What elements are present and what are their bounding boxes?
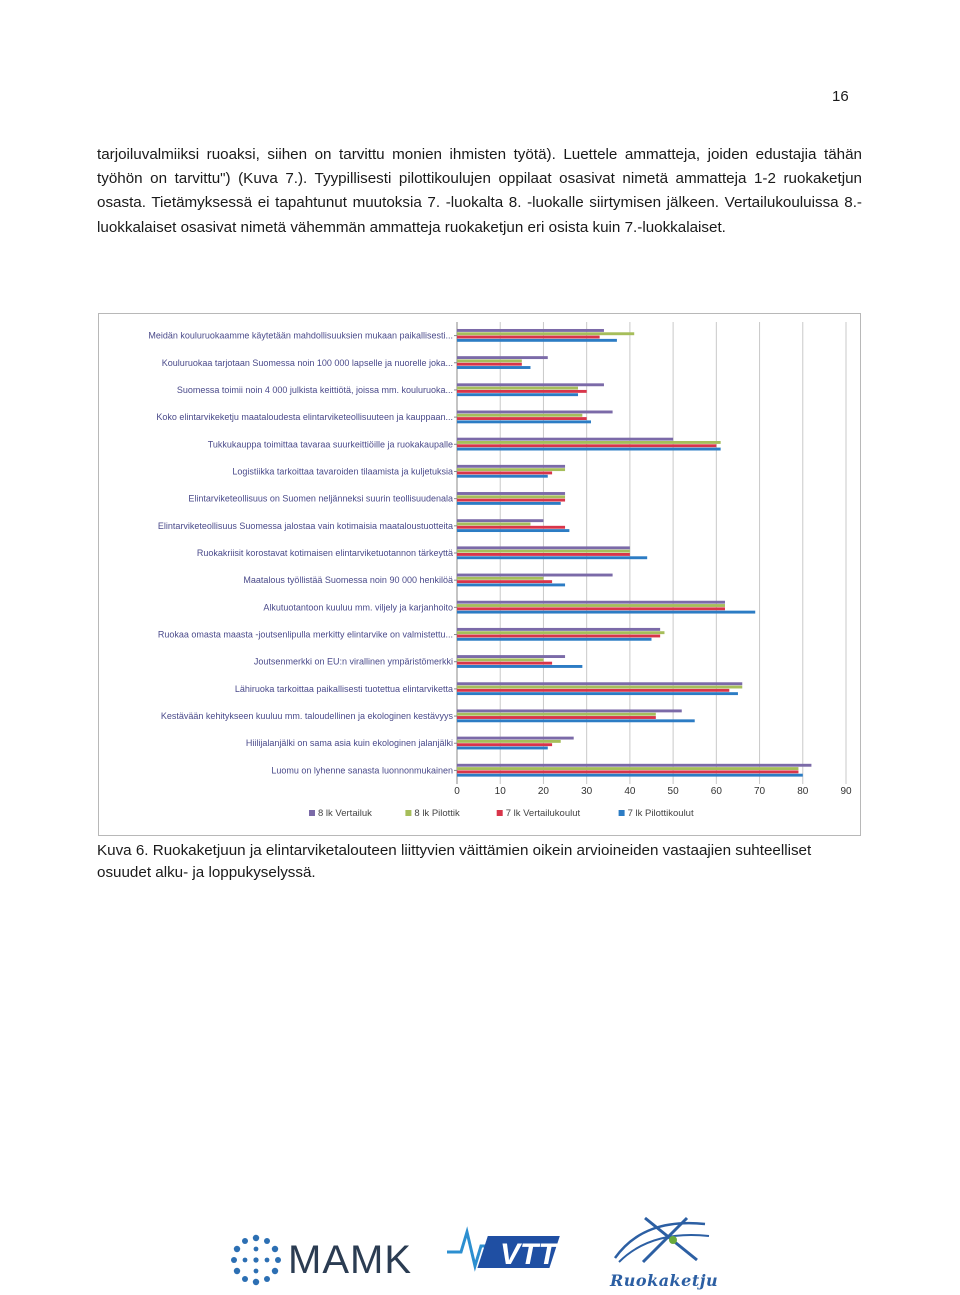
x-tick-label: 30 bbox=[581, 786, 593, 797]
bar bbox=[457, 689, 729, 692]
vtt-wordmark: VTT bbox=[500, 1238, 557, 1271]
category-label: Ruokaa omasta maasta -joutsenlipulla merkitty elintarvike on valmistettu... bbox=[157, 629, 453, 640]
bar bbox=[457, 764, 811, 767]
legend-swatch bbox=[405, 810, 411, 816]
x-tick-label: 40 bbox=[624, 786, 636, 797]
bar bbox=[457, 387, 578, 390]
category-label: Koko elintarvikeketju maataloudesta elintarviketeollisuuteen ja kauppaan... bbox=[156, 412, 453, 423]
x-tick-label: 90 bbox=[840, 786, 852, 797]
bar-chart bbox=[99, 314, 860, 835]
bar bbox=[457, 628, 660, 631]
bar bbox=[457, 638, 652, 641]
bar bbox=[457, 611, 755, 614]
chart-frame bbox=[98, 313, 861, 836]
bar bbox=[457, 468, 565, 471]
bar bbox=[457, 635, 660, 638]
bar bbox=[457, 550, 630, 553]
bar bbox=[457, 767, 798, 770]
bar bbox=[457, 709, 682, 712]
bar bbox=[457, 332, 634, 335]
bar bbox=[457, 604, 725, 607]
bar bbox=[457, 553, 630, 556]
bar bbox=[457, 580, 552, 583]
legend-label: 7 lk Pilottikoulut bbox=[627, 808, 694, 819]
bar bbox=[457, 529, 569, 532]
x-tick-label: 0 bbox=[454, 786, 460, 797]
bar bbox=[457, 655, 565, 658]
category-label: Ruokakriisit korostavat kotimaisen elintarviketuotannon tärkeyttä bbox=[196, 548, 453, 558]
bar bbox=[457, 770, 798, 773]
bar bbox=[457, 682, 742, 685]
bar bbox=[457, 329, 604, 332]
bar bbox=[457, 390, 587, 393]
category-label: Hiilijalanjälki on sama asia kuin ekologinen jalanjälki bbox=[245, 738, 453, 749]
category-label: Tukkukauppa toimittaa tavaraa suurkeittiöille ja ruokakaupalle bbox=[207, 439, 453, 450]
bar bbox=[457, 526, 565, 529]
page-number: 16 bbox=[832, 88, 849, 105]
bar bbox=[457, 686, 742, 689]
category-label: Elintarviketeollisuus on Suomen neljänneksi suurin teollisuudenala bbox=[188, 493, 453, 504]
bar bbox=[457, 662, 552, 665]
bar bbox=[457, 631, 664, 634]
figure-caption: Kuva 6. Ruokaketjuun ja elintarviketalouteen liittyvien väittämien oikein arvioineiden vastaajien suhteelliset osuudet alku- ja loppukyselyssä. bbox=[97, 842, 812, 881]
ruokaketju-wordmark: Ruokaketju bbox=[610, 1271, 719, 1290]
bar bbox=[457, 546, 630, 549]
bar bbox=[457, 363, 522, 366]
x-tick-label: 80 bbox=[797, 786, 809, 797]
category-label: Joutsenmerkki on EU:n virallinen ympäristömerkki bbox=[253, 656, 453, 667]
bar bbox=[457, 438, 673, 441]
legend-label: 8 lk Pilottik bbox=[414, 808, 460, 819]
bar bbox=[457, 420, 591, 423]
bar bbox=[457, 411, 613, 414]
legend-swatch bbox=[309, 810, 315, 816]
bar bbox=[457, 716, 656, 719]
bar bbox=[457, 492, 565, 495]
bar bbox=[457, 465, 565, 468]
bar bbox=[457, 356, 548, 359]
bar bbox=[457, 583, 565, 586]
category-label: Luomu on lyhenne sanasta luonnonmukainen bbox=[271, 765, 453, 776]
bar bbox=[457, 499, 565, 502]
bar bbox=[457, 502, 561, 505]
bar bbox=[457, 444, 716, 447]
category-label: Meidän kouluruokaamme käytetään mahdollisuuksien mukaan paikallisesti... bbox=[148, 330, 453, 341]
bar bbox=[457, 414, 582, 417]
bar bbox=[457, 713, 656, 716]
legend-label: 7 lk Vertailukoulut bbox=[505, 808, 581, 819]
body-paragraph: tarjoiluvalmiiksi ruoaksi, siihen on tarvittu monien ihmisten työtä). Luettele ammatteja, joiden edustajia tähän työhön on tarvittu") (Kuva 7.). Tyypillisesti pilottikoulujen oppilaat osasivat nimetä ammatteja 1-2 ruokaketjun osasta. Tietämyksessä ei tapahtunut muutoksia 7. -luokalta 8. -luokalle siirtymisen jälkeen. Vertailukouluissa 8.-luokkalaiset osasivat nimetä vähemmän ammatteja ruokaketjun eri osista kuin 7.-luokkalaiset. bbox=[97, 146, 862, 236]
legend-swatch bbox=[619, 810, 625, 816]
x-tick-label: 10 bbox=[494, 786, 506, 797]
bar bbox=[457, 441, 721, 444]
bar bbox=[457, 336, 600, 339]
category-label: Lähiruoka tarkoittaa paikallisesti tuotettua elintarviketta bbox=[234, 683, 453, 694]
bar bbox=[457, 692, 738, 695]
category-label: Maatalous työllistää Suomessa noin 90 000 henkilöä bbox=[243, 575, 453, 586]
category-label: Kestävään kehitykseen kuuluu mm. taloudellinen ja ekologinen kestävyys bbox=[160, 711, 453, 722]
bar bbox=[457, 471, 552, 474]
bar bbox=[457, 495, 565, 498]
bar bbox=[457, 719, 695, 722]
bar bbox=[457, 523, 530, 526]
bar bbox=[457, 359, 522, 362]
bar bbox=[457, 658, 543, 661]
x-tick-label: 60 bbox=[710, 786, 722, 797]
fork-knife-icon bbox=[605, 1210, 725, 1270]
bar bbox=[457, 665, 582, 668]
bar bbox=[457, 519, 543, 522]
bar bbox=[457, 774, 803, 777]
bar bbox=[457, 475, 548, 478]
bar bbox=[457, 383, 604, 386]
legend-label: 8 lk Vertailuk bbox=[318, 808, 372, 819]
bar bbox=[457, 747, 548, 750]
bar bbox=[457, 740, 561, 743]
legend-swatch bbox=[497, 810, 503, 816]
bar bbox=[457, 339, 617, 342]
ruokaketju-logo bbox=[605, 1210, 740, 1290]
bar bbox=[457, 737, 574, 740]
bar bbox=[457, 417, 587, 420]
vtt-logo bbox=[445, 1220, 575, 1280]
category-label: Alkutuotantoon kuuluu mm. viljely ja karjanhoito bbox=[263, 602, 453, 613]
bar bbox=[457, 577, 543, 580]
category-label: Suomessa toimii noin 4 000 julkista keittiötä, joissa mm. kouluruoka... bbox=[176, 384, 453, 395]
x-tick-label: 50 bbox=[667, 786, 679, 797]
x-tick-label: 20 bbox=[537, 786, 550, 797]
bar bbox=[457, 743, 552, 746]
bar bbox=[457, 607, 725, 610]
mamk-dots-icon bbox=[228, 1232, 284, 1288]
category-label: Kouluruokaa tarjotaan Suomessa noin 100 000 lapselle ja nuorelle joka... bbox=[161, 357, 453, 368]
bar bbox=[457, 574, 613, 577]
category-label: Logistiikka tarkoittaa tavaroiden tilaamista ja kuljetuksia bbox=[232, 466, 453, 477]
bar bbox=[457, 448, 721, 451]
bar bbox=[457, 366, 530, 369]
category-label: Elintarviketeollisuus Suomessa jalostaa vain kotimaisia maataloustuotteita bbox=[157, 520, 453, 531]
logo-strip bbox=[220, 1210, 780, 1290]
bar bbox=[457, 556, 647, 559]
x-tick-label: 70 bbox=[753, 786, 766, 797]
bar bbox=[457, 601, 725, 604]
bar bbox=[457, 393, 578, 396]
mamk-wordmark: MAMK bbox=[288, 1238, 412, 1282]
